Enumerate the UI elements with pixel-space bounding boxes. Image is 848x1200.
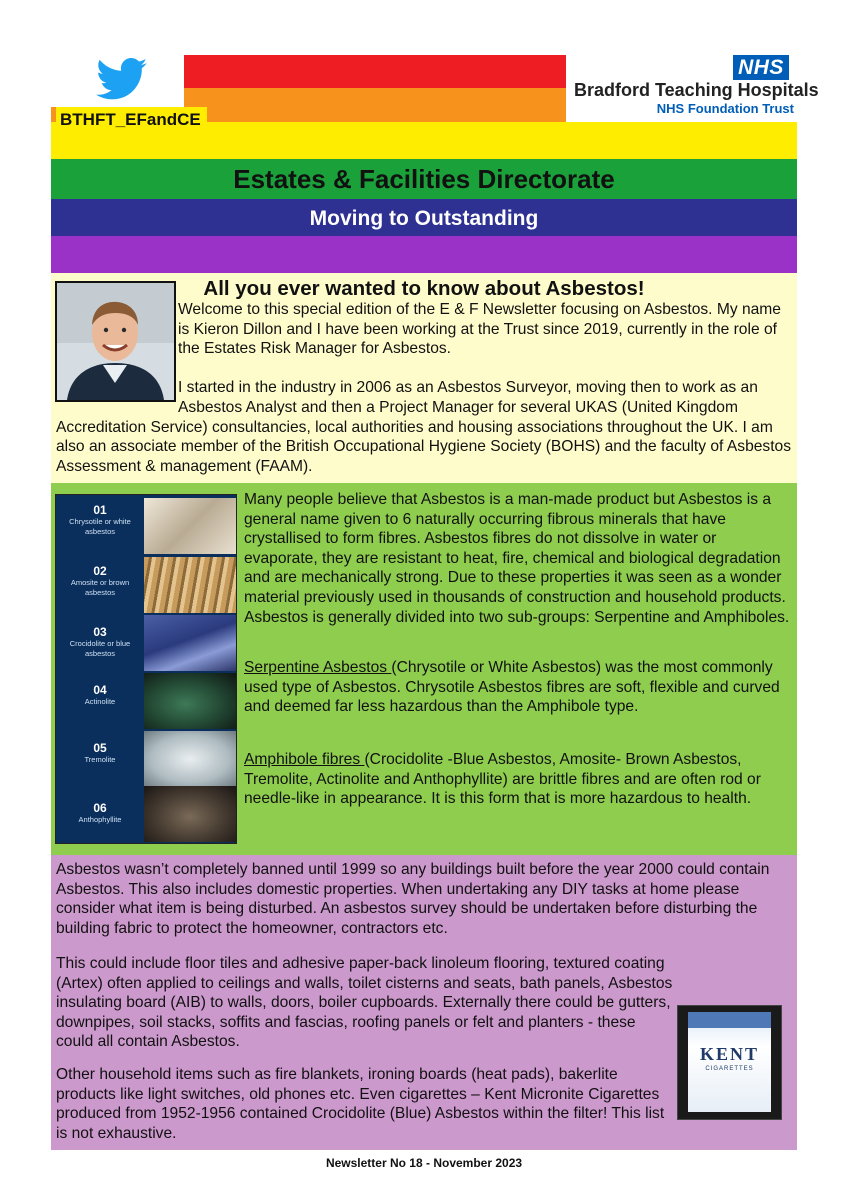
asbestos-type-name: Amosite or brown asbestos — [70, 578, 130, 597]
footer-newsletter-number: Newsletter No 18 - November 2023 — [325, 1156, 523, 1170]
asbestos-type-item — [56, 564, 144, 598]
asbestos-type-number: 01 — [93, 503, 107, 517]
asbestos-type-item — [56, 625, 144, 659]
asbestos-type-number: 04 — [93, 683, 107, 697]
serpentine-text: (Chrysotile or White Asbestos) was the most commonly used type of Asbestos. Chrysotile Asbestos fibres are soft, flexible and curved and deemed far less hazardous than the Amphibole type. — [244, 659, 780, 716]
intro-paragraph-1: Welcome to this special edition of the E & F Newsletter focusing on Asbestos. My name is Kieron Dillon and I have been working at the Trust since 2019, currently in the role of the Estates Risk Manager for Asbestos. — [178, 301, 781, 358]
asbestos-type-item — [56, 741, 144, 765]
twitter-handle[interactable]: BTHFT_EFandCE — [56, 107, 207, 133]
intro-paragraph-2: I started in the industry in 2006 as an Asbestos Surveyor, moving then to work as an Asbestos Analyst and then a Project Manager for several UKAS (United Kingdom Accreditation Service) consultancies, local authorities and housing associations throughout the UK. I am also an associate member of the British Occupational Hygiene Society (BOHS) and the faculty of Asbestos Assessment & management (FAAM). — [56, 379, 792, 475]
home-paragraph-3: Other household items such as fire blankets, ironing boards (heat pads), bakerlite products like light switches, old phones etc. Even cigarettes – Kent Micronite Cigarettes produced from 1952-1956 contained Crocidolite (Blue) Asbestos within the filter! This list is not exhaustive. — [56, 1066, 665, 1142]
twitter-logo-box — [51, 55, 184, 107]
anthophyllite-sample-image — [144, 786, 236, 842]
asbestos-type-name: Tremolite — [84, 755, 116, 764]
facts-paragraph-1: Many people believe that Asbestos is a man-made product but Asbestos is a general name given to 6 naturally occurring fibrous minerals that have crystallised to form fibres. Asbestos fibres do not dissolve in water or evaporate, they are resistant to heat, fire, chemical and biological degradation and are mechanically strong. Due to these properties it was seen as a wonder material previously used in thousands of construction and household products. Asbestos is generally divided into two sub-groups: Serpentine and Amphiboles. — [244, 491, 790, 626]
trust-name: Bradford Teaching Hospitals — [574, 80, 819, 100]
asbestos-type-name: Chrysotile or white asbestos — [69, 517, 131, 536]
actinolite-sample-image — [144, 673, 236, 729]
tremolite-sample-image — [144, 731, 236, 787]
twitter-bird-icon — [51, 55, 184, 107]
serpentine-paragraph — [244, 658, 794, 717]
home-paragraph-1: Asbestos wasn’t completely banned until 1999 so any buildings built before the year 2000 could contain Asbestos. This also includes domestic properties. When undertaking any DIY tasks at home please consider what item is being disturbed. An asbestos survey should be undertaken before disturbing the building fabric to protect the homeowner, contractors etc. — [56, 861, 770, 937]
nhs-logo: NHS — [733, 55, 789, 80]
kent-sub: CIGARETTES — [705, 1066, 754, 1072]
intro-text — [56, 300, 796, 476]
asbestos-type-number: 02 — [93, 564, 107, 578]
headline: All you ever wanted to know about Asbestos! — [203, 277, 645, 300]
serpentine-label: Serpentine Asbestos — [244, 659, 392, 676]
directorate-title: Estates & Facilities Directorate — [233, 164, 615, 194]
asbestos-type-item — [56, 683, 144, 707]
amphibole-text: (Crocidolite -Blue Asbestos, Amosite- Brown Asbestos, Tremolite, Actinolite and Anthophyllite) are brittle fibres and are often rod or needle-like in appearance. It is this form that is more hazardous to health. — [244, 751, 761, 808]
amosite-sample-image — [144, 557, 236, 613]
asbestos-type-item — [56, 503, 144, 537]
asbestos-type-number: 06 — [93, 801, 107, 815]
amphibole-paragraph — [244, 750, 794, 809]
chrysotile-sample-image — [144, 498, 236, 554]
trust-subtitle: NHS Foundation Trust — [656, 101, 794, 116]
asbestos-type-name: Actinolite — [84, 697, 116, 706]
asbestos-type-name: Anthophyllite — [78, 815, 122, 824]
asbestos-type-name: Crocidolite or blue asbestos — [69, 639, 131, 658]
kent-cigarettes-image — [677, 1005, 782, 1120]
asbestos-type-number: 03 — [93, 625, 107, 639]
asbestos-type-item — [56, 801, 144, 825]
kent-brand: KENT — [699, 1044, 759, 1064]
tagline: Moving to Outstanding — [309, 207, 539, 230]
home-paragraph-2: This could include floor tiles and adhesive paper-back linoleum flooring, textured coating (Artex) often applied to ceilings and walls, toilet cisterns and seats, bath panels, Asbestos insulating board (AIB) to walls, doors, boiler cupboards. Externally there could be gutters, downpipes, soil stacks, soffits and fascias, roofing panels or felt and planters - these could all contain Asbestos. — [56, 955, 673, 1051]
asbestos-types-infographic — [55, 494, 237, 844]
asbestos-type-number: 05 — [93, 741, 107, 755]
crocidolite-sample-image — [144, 615, 236, 671]
amphibole-label: Amphibole fibres — [244, 751, 365, 768]
rainbow-band-purple — [51, 236, 797, 273]
